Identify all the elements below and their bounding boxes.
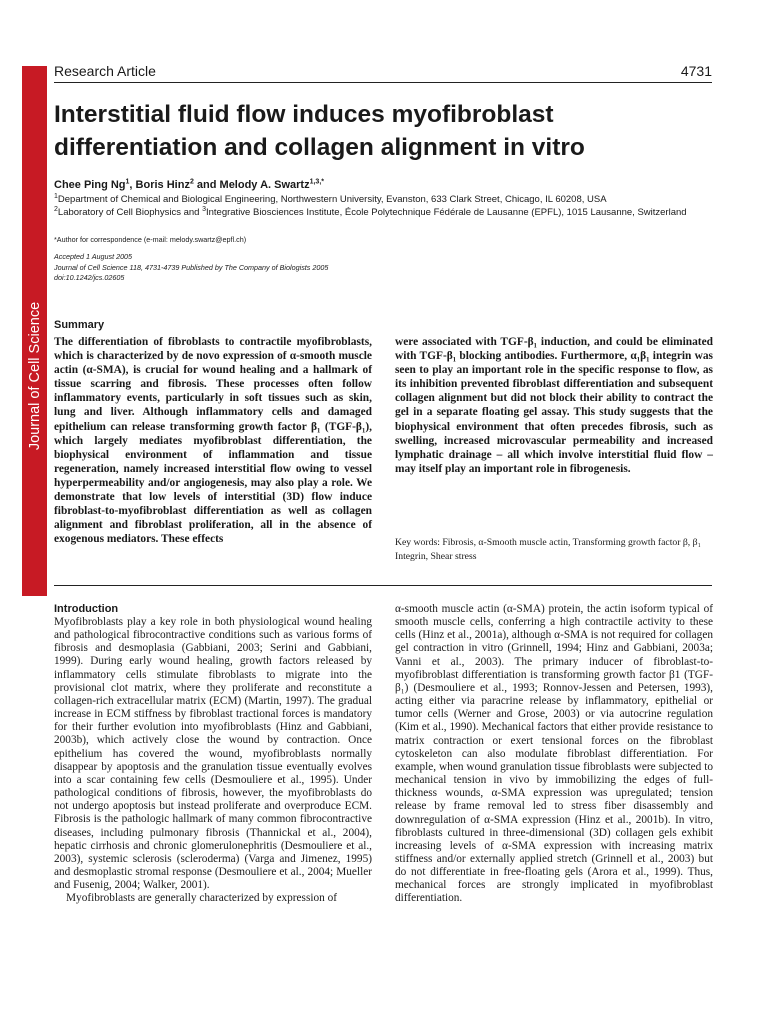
accepted-date: Accepted 1 August 2005 bbox=[54, 252, 133, 261]
introduction-text-left bbox=[54, 616, 372, 905]
author-name: Chee Ping Ng bbox=[54, 179, 126, 191]
page-number: 4731 bbox=[680, 63, 712, 79]
author-separator: and bbox=[193, 179, 220, 191]
affiliation-2: $^2$Laboratory of Cell Biophysics and $^3$Integrative Biosciences Institute, École Polytechnique Fédérale de Lausanne (EPFL), 1015 Lausanne, Switzerland bbox=[54, 205, 687, 218]
author-separator: , bbox=[129, 179, 136, 191]
summary-heading: Summary bbox=[54, 319, 105, 331]
keywords: Key words: Fibrosis, α-Smooth muscle actin, Transforming growth factor β, β₁ Integrin, Shear stress bbox=[395, 537, 701, 563]
summary-rule bbox=[54, 585, 712, 586]
author-name: Melody A. Swartz bbox=[219, 179, 310, 191]
introduction-paragraph-2: Myofibroblasts are generally characterized by expression of bbox=[66, 892, 338, 905]
affiliation-1: $^1$Department of Chemical and Biological Engineering, Northwestern University, Evanston, 633 Clark Street, Chicago, IL 60208, USA bbox=[54, 192, 607, 205]
author-affiliation-mark: 2 bbox=[189, 178, 194, 186]
correspondence-note: *Author for correspondence (e-mail: melody.swartz@epfl.ch) bbox=[54, 235, 247, 244]
affiliation-2-text: Laboratory of Cell Biophysics and bbox=[57, 207, 203, 218]
header-rule bbox=[54, 82, 712, 83]
introduction-text-right: α-smooth muscle actin (α-SMA) protein, the actin isoform typical of smooth muscle cells, conferring a high contractile activity to these cells (Hinz et al., 2001a), although α-SMA is not required for collagen gel contraction in vitro (Grinnell, 1994; Hinz and Gabbiani, 2003a; Vanni et al., 2003). The primary inducer of fibroblast-to-myofibroblast differentiation is transforming growth factor β1 (TGF-β₁) (Desmouliere et al., 1993; Ronnov-Jessen and Petersen, 1993), acting either via paracrine release by inflammatory, epithelial or tumor cells (Werner and Grose, 2003) or via autocrine regulation (Kim et al., 1990). Mechanical factors that either provide resistance to matrix contraction or exert tensional forces on the fibroblast cytoskeleton can also modulate fibroblast differentiation. For example, when wound granulation tissue fibroblasts were subjected to mechanical tension in vivo by immobilizing the edges of full-thickness wounds, α-SMA expression was upregulated; tension release by frame removal led to stress fiber disassembly and downregulation of α-SMA expression (Hinz et al., 2001b). In vitro, fibroblasts cultured in three-dimensional (3D) collagen gels exhibit increasing levels of α-SMA expression with increasing matrix stiffness and/or externally applied stretch (Grinnell et al., 2003) but do not differentiate in free-floating gels (Arora et al., 1999). Thus, mechanical forces are strongly implicated in myofibroblast differentiation. bbox=[395, 603, 713, 905]
affiliation-3-text: Integrative Biosciences Institute, École Polytechnique Fédérale de Lausanne (EPFL), 1015 Lausanne, Switzerland bbox=[205, 207, 687, 218]
author-affiliation-mark: 1,3,* bbox=[309, 178, 324, 186]
summary-text-right: were associated with TGF-β₁ induction, and could be eliminated with TGF-β₁ blocking antibodies. Furthermore, α₁β₁ integrin was seen to play an important role in the specific response to flow, as its inhibition prevented fibroblast differentiation and subsequent collagen alignment but did not block their ability to contract the gel in a separate floating gel assay. This study suggests that the biophysical environment that often precedes fibrosis, such as swelling, increased microvascular permeability and increased lymphatic drainage – all which involve interstitial fluid flow – may itself play an important role in fibrogenesis. bbox=[395, 336, 713, 475]
author-list bbox=[54, 179, 324, 191]
journal-name: Journal of Cell Science bbox=[26, 301, 43, 451]
section-label: Research Article bbox=[54, 63, 156, 79]
summary-text-left: The differentiation of fibroblasts to contractile myofibroblasts, which is characterized by de novo expression of α-smooth muscle actin (α-SMA), is crucial for wound healing and a hallmark of tissue scarring and fibrosis. These processes often follow inflammatory events, particularly in soft tissues such as skin, lung and liver. Although inflammatory cells and damaged epithelium can release transforming growth factor β₁ (TGF-β₁), which largely mediates myofibroblast differentiation, the biophysical environment of inflammation and tissue regeneration, namely increased interstitial flow owing to vessel hyperpermeability and/or angiogenesis, may also play a role. We demonstrate that low levels of interstitial (3D) flow induce fibroblast-to-myofibroblast differentiation as well as collagen alignment and fibroblast proliferation, all in the absence of exogenous mediators. These effects bbox=[54, 336, 372, 546]
author-name: Boris Hinz bbox=[135, 179, 190, 191]
article-title: Interstitial fluid flow induces myofibroblast differentiation and collagen alignment in vitro bbox=[54, 101, 585, 161]
introduction-heading: Introduction bbox=[54, 603, 119, 615]
introduction-paragraph-1: Myofibroblasts play a key role in both physiological wound healing and pathological fibrocontractive conditions such as various forms of fibrosis and desmoplasia (Gabbiani, 2003; Serini and Gabbiani, 1999). During early wound healing, growth factors released by inflammatory cells stimulate fibroblasts to migrate into the provisional clot matrix, where they proliferate and reconstitute a collagen-rich extracellular matrix (ECM) (Martin, 1997). The gradual increase in ECM stiffness by fibroblast tractional forces is mandatory for their further evolution into myofibroblasts (Hinz and Gabbiani, 2003b), which actively close the wound by contraction. Once epithelium has covered the wound, myofibroblasts normally disappear by apoptosis and the granulation tissue eventually evolves into a scar containing few cells (Desmouliere et al., 1995). Under pathological conditions of fibrosis, however, the myofibroblasts do not undergo apoptosis but instead proliferate and overproduce ECM. Fibrosis is the pathologic hallmark of many common fibrocontractive diseases, including pulmonary fibrosis (Thannickal et al., 2004), hepatic cirrhosis and chronic glomerulonephritis (Desmouliere et al., 2003), systemic sclerosis (scleroderma) (Varga and Jimenez, 1995) and desmoplastic stromal response (Desmouliere et al., 2004; Mueller and Fusenig, 2004; Walker, 2001). bbox=[54, 616, 372, 892]
doi: doi:10.1242/jcs.02605 bbox=[54, 273, 125, 282]
journal-reference: Journal of Cell Science 118, 4731-4739 Published by The Company of Biologists 2005 bbox=[54, 263, 329, 272]
author-affiliation-mark: 1 bbox=[125, 178, 130, 186]
affiliation-1-text: Department of Chemical and Biological Engineering, Northwestern University, Evanston, 633 Clark Street, Chicago, IL 60208, USA bbox=[57, 194, 607, 205]
